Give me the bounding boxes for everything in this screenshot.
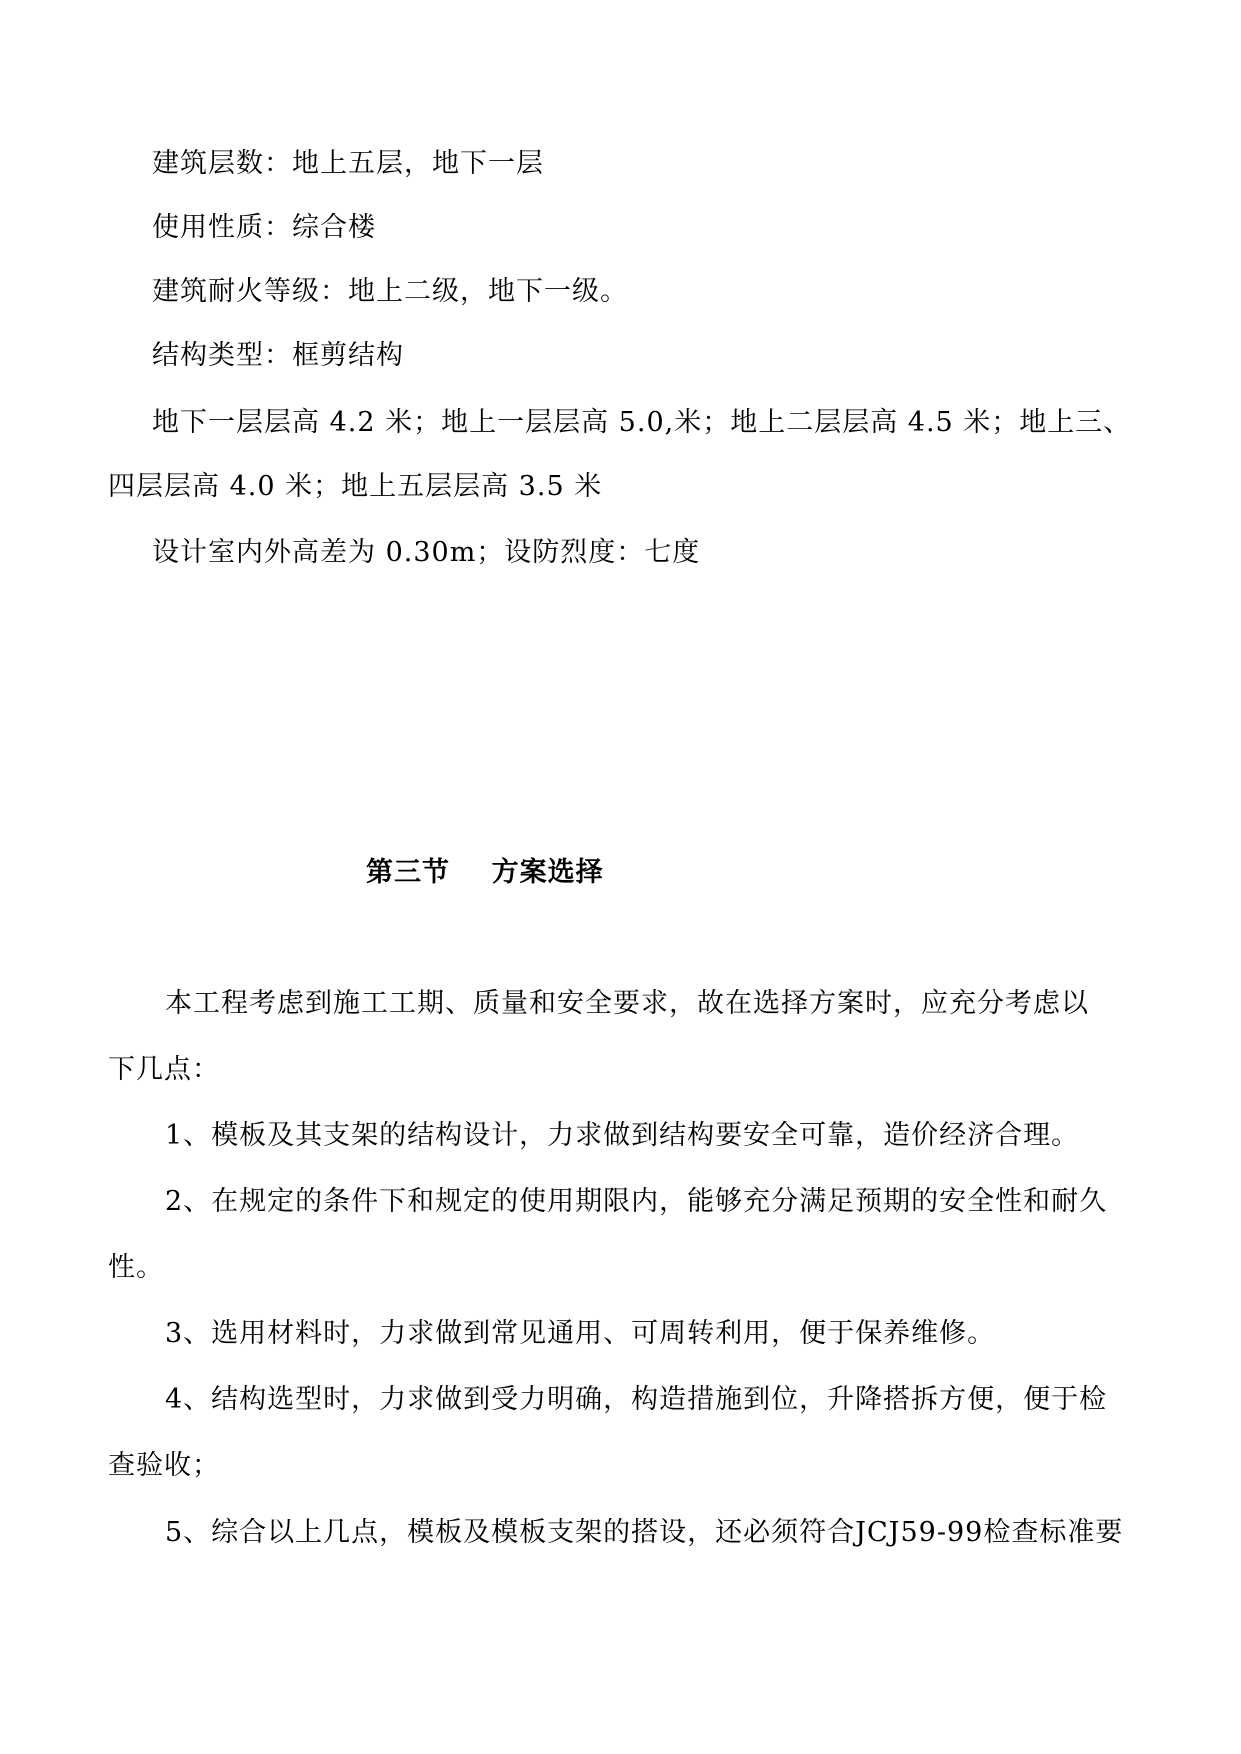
section-intro-line1: 本工程考虑到施工工期、质量和安全要求，故在选择方案时，应充分考虑以 <box>165 988 1089 1019</box>
section-heading: 第三节 方案选择 <box>366 857 604 888</box>
building-fire-rating: 建筑耐火等级：地上二级，地下一级。 <box>152 276 628 307</box>
building-design: 设计室内外高差为 0.30m；设防烈度：七度 <box>152 537 701 568</box>
point-5-line1: 5、综合以上几点，模板及模板支架的搭设，还必须符合JCJ59-99检查标准要 <box>165 1517 1124 1548</box>
point-2-line2: 性。 <box>108 1252 164 1283</box>
building-usage: 使用性质：综合楼 <box>152 212 376 243</box>
building-floors: 建筑层数：地上五层，地下一层 <box>152 148 544 179</box>
section-intro-line2: 下几点： <box>108 1054 220 1085</box>
building-heights-line2: 四层层高 4.0 米；地上五层层高 3.5 米 <box>108 471 603 502</box>
point-3: 3、选用材料时，力求做到常见通用、可周转利用，便于保养维修。 <box>165 1318 996 1349</box>
building-heights-line1: 地下一层层高 4.2 米；地上一层层高 5.0,米；地上二层层高 4.5 米；地上三、 <box>152 407 1132 438</box>
building-structure: 结构类型：框剪结构 <box>152 340 404 371</box>
point-4-line1: 4、结构选型时，力求做到受力明确，构造措施到位，升降搭拆方便，便于检 <box>165 1384 1108 1415</box>
point-2-line1: 2、在规定的条件下和规定的使用期限内，能够充分满足预期的安全性和耐久 <box>165 1186 1108 1217</box>
point-4-line2: 查验收； <box>108 1450 220 1481</box>
point-1: 1、模板及其支架的结构设计，力求做到结构要安全可靠，造价经济合理。 <box>165 1120 1080 1151</box>
